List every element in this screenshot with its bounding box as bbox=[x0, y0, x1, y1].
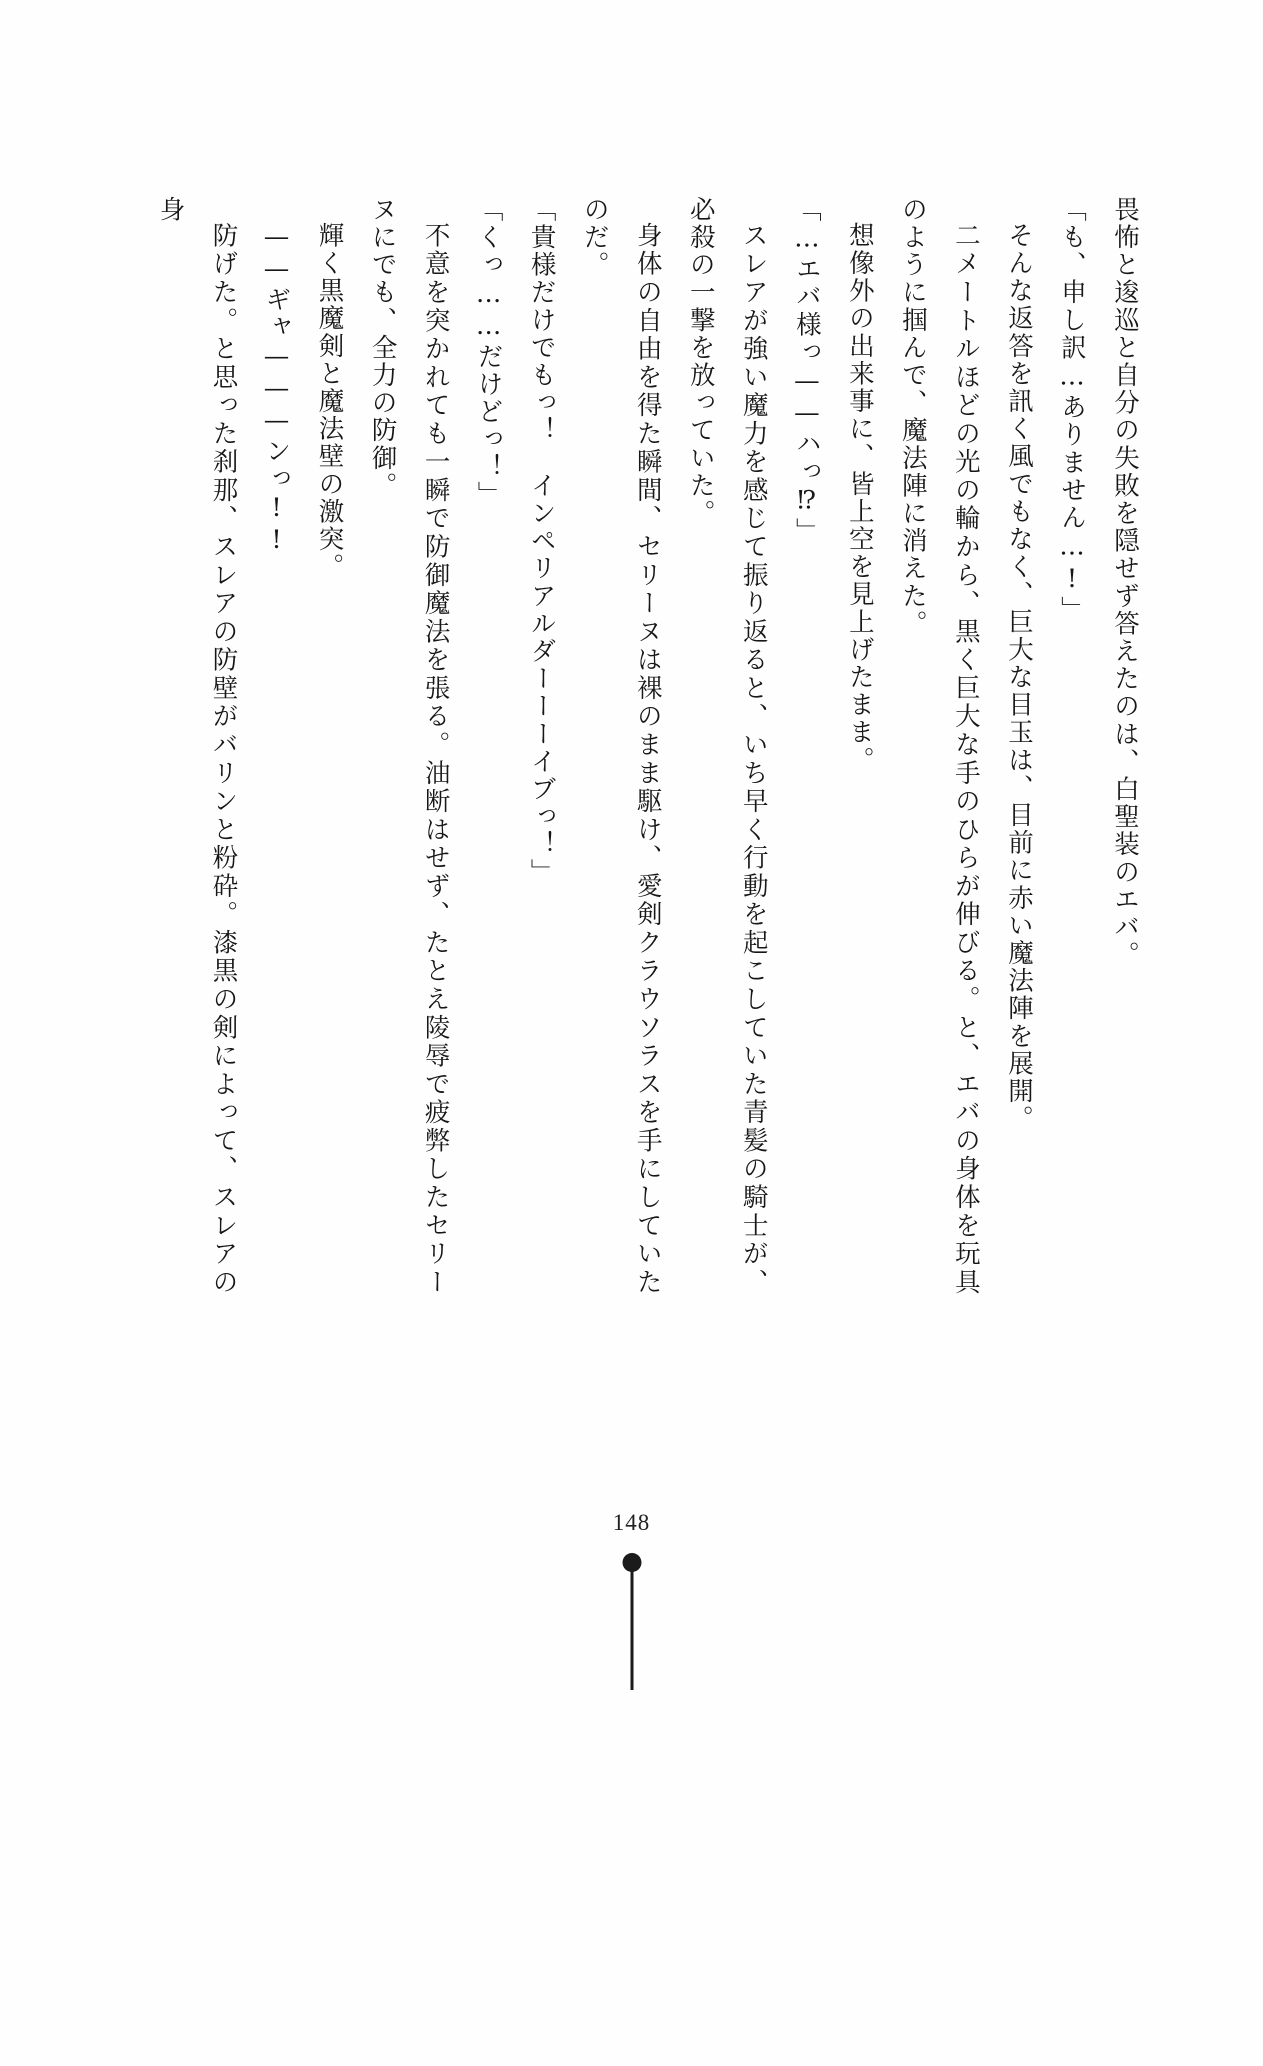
body-paragraph: 「貴様だけでもっ！ インペリアルダーーーイブっ！」 bbox=[526, 196, 557, 886]
body-paragraph: 防げた。と思った刹那、スレアの防壁がバリンと粉砕。漆黒の剣によって、スレアの身 bbox=[155, 196, 239, 1296]
body-paragraph: 輝く黒魔剣と魔法壁の激突。 bbox=[314, 222, 345, 581]
body-text-vertical bbox=[155, 196, 1151, 1296]
body-paragraph: そんな返答を訊く風でもなく、巨大な目玉は、目前に赤い魔法陣を展開。 bbox=[1003, 222, 1034, 1133]
body-paragraph: 「も、申し訳…ありません…!」 bbox=[1056, 196, 1087, 624]
body-paragraph: 畏怖と逡巡と自分の失敗を隠せず答えたのは、白聖装のエバ。 bbox=[1110, 196, 1140, 969]
body-paragraph: 「…エバ様っ——ハっ⁉」 bbox=[791, 196, 822, 546]
body-paragraph: スレアが強い魔力を感じて振り返ると、いち早く行動を起こしていた青髪の騎士が、必殺の一撃を放っていた。 bbox=[685, 196, 769, 1296]
body-paragraph: 二メートルほどの光の輪から、黒く巨大な手のひらが伸びる。と、エバの身体を玩具のように掴んで、魔法陣に消えた。 bbox=[897, 196, 981, 1296]
body-paragraph: 不意を突かれても一瞬で防御魔法を張る。油断はせず、たとえ陵辱で疲弊したセリーヌにでも、全力の防御。 bbox=[367, 196, 451, 1296]
body-paragraph: 身体の自由を得た瞬間、セリーヌは裸のまま駆け、愛剣クラウソラスを手にしていたのだ。 bbox=[579, 196, 663, 1296]
body-paragraph: ——ギャ———ンっ!! bbox=[261, 222, 292, 558]
page-number: 148 bbox=[612, 1510, 651, 1535]
pin-mark-stem bbox=[630, 1570, 633, 1690]
pin-mark-icon bbox=[620, 1553, 644, 1693]
body-paragraph: 想像外の出来事に、皆上空を見上げたまま。 bbox=[844, 222, 875, 774]
body-paragraph: 「くっ……だけどっ！」 bbox=[473, 196, 504, 509]
